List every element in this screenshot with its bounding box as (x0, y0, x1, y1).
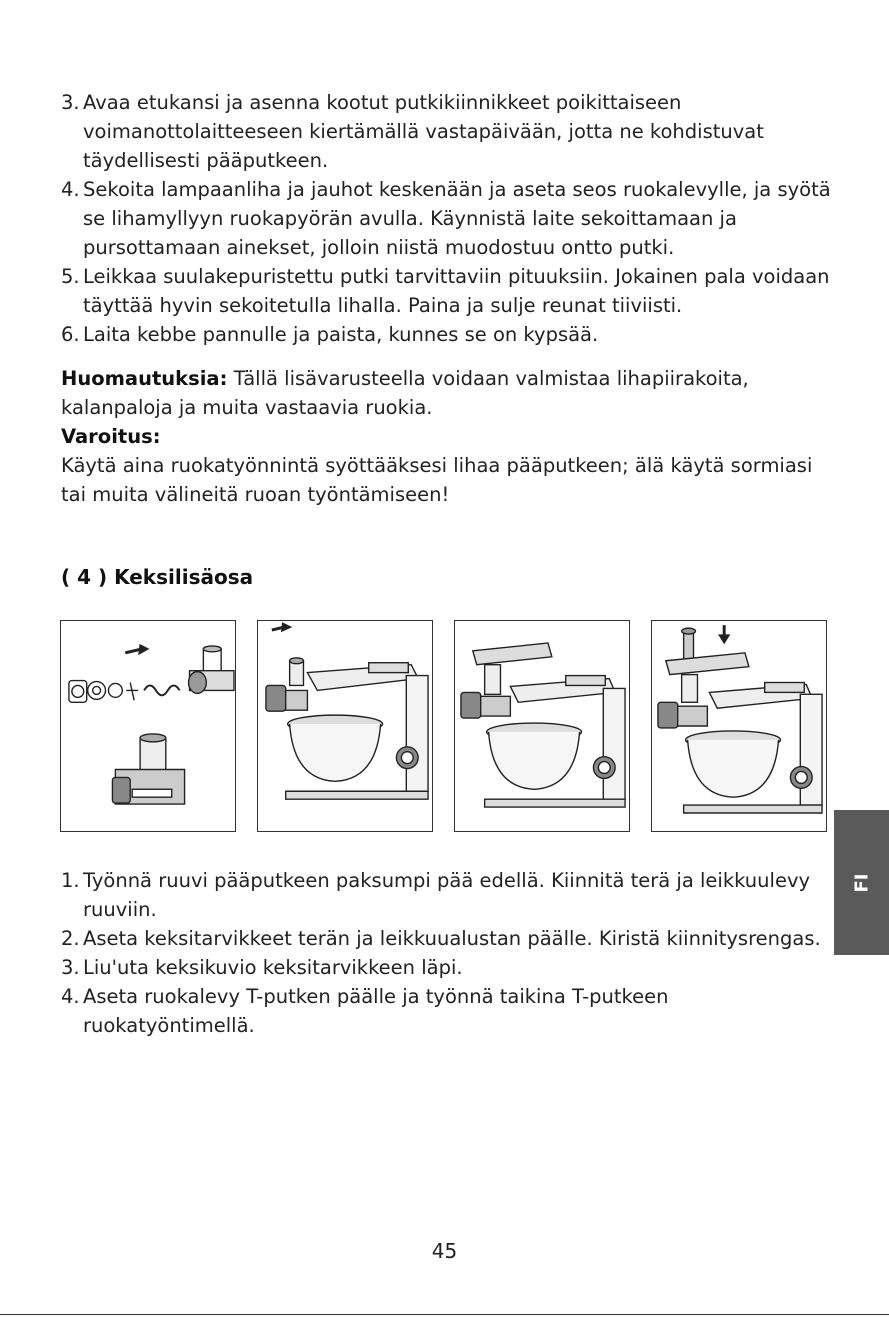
instruction-step-6: 6. Laita kebbe pannulle ja paista, kunnes se on kypsää. (61, 323, 599, 346)
pusher-insert-illustration (652, 621, 826, 831)
cookie-attachment-assembly-illustration (61, 621, 235, 831)
instruction-step-5: 5. Leikkaa suulakepuristettu putki tarvittaviin pituuksiin. Jokainen pala voidaan täyttää hyvin sekoitetulla lihalla. Paina ja sulje reunat tiiviisti. (61, 265, 830, 317)
warning-label: Varoitus: (61, 425, 161, 448)
language-tab: FI (834, 810, 889, 955)
remark-text: Tällä lisävarusteella voidaan valmistaa lihapiirakoita, kalanpaloja ja muita vastaavia ruokia. (61, 367, 749, 419)
remark-paragraph (61, 364, 841, 422)
instruction-step-1: 1. Työnnä ruuvi pääputkeen paksumpi pää edellä. Kiinnitä terä ja leikkuulevy ruuviin. (61, 869, 811, 921)
notes-block (61, 364, 841, 509)
instructions-list-a (61, 88, 841, 349)
warning-text: Käytä aina ruokatyönnintä syöttääksesi lihaa pääputkeen; älä käytä sormiasi tai muita välineitä ruoan työntämiseen! (61, 454, 813, 506)
page-number: 45 (431, 1239, 458, 1263)
instruction-step-4: 4. Sekoita lampaanliha ja jauhot keskenään ja aseta seos ruokalevylle, ja syötä se lihamyllyyn ruokapyörän avulla. Käynnistä laite sekoittamaan ja pursottamaan ainekset, jolloin niistä muodostuu ontto putki. (61, 178, 831, 259)
section-title: ( 4 ) Keksilisäosa (61, 565, 254, 589)
instruction-step-2: 2. Aseta keksitarvikkeet terän ja leikkuualustan päälle. Kiristä kiinnitysrengas. (61, 927, 821, 950)
figure-1 (60, 620, 236, 832)
figure-3 (454, 620, 630, 832)
figure-2 (257, 620, 433, 832)
instruction-step-4b: 4. Aseta ruokalevy T-putken päälle ja työnnä taikina T-putkeen ruokatyöntimellä. (61, 985, 669, 1037)
mixer-with-grinder-tray-illustration (455, 621, 629, 831)
instruction-step-3: 3. Avaa etukansi ja asenna kootut putkikiinnikkeet poikittaiseen voimanottolaitteeseen kiertämällä vastapäivään, jotta ne kohdistuvat täydellisesti pääputkeen. (61, 91, 764, 172)
figure-4 (651, 620, 827, 832)
bottom-divider (0, 1314, 889, 1315)
remark-label: Huomautuksia: (61, 367, 228, 390)
attach-tube-to-mixer-illustration (258, 621, 432, 831)
instruction-step-3b: 3. Liu'uta keksikuvio keksitarvikkeen läpi. (61, 956, 463, 979)
instructions-list-b (61, 866, 841, 1040)
